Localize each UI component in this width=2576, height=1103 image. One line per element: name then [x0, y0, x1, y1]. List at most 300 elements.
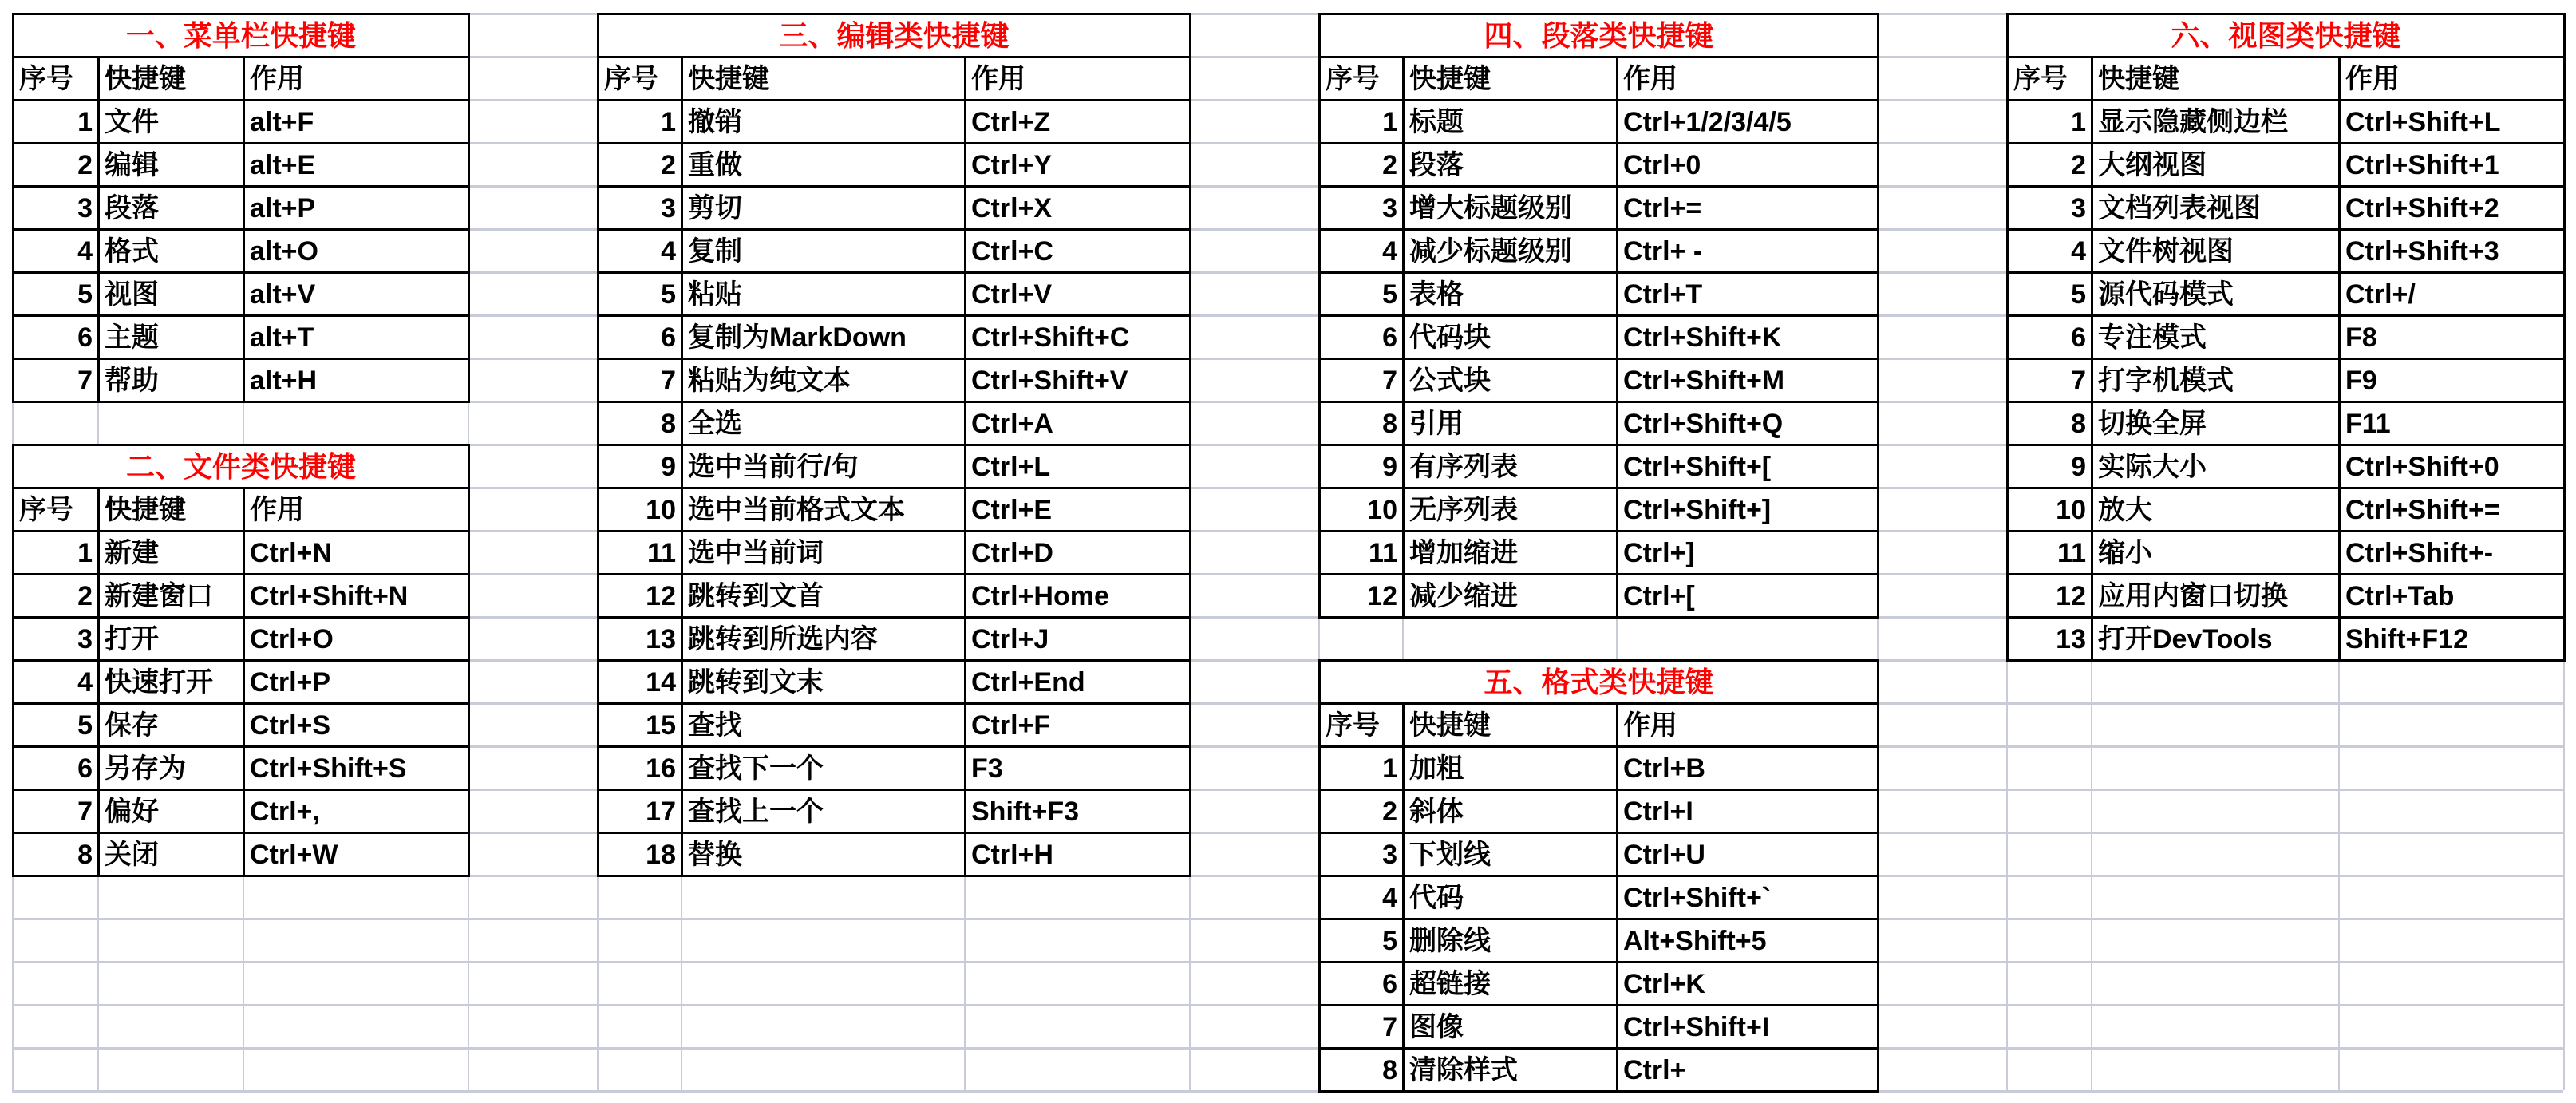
row-key[interactable]: Ctrl+V: [966, 273, 1191, 316]
title-row: [1320, 14, 1879, 57]
row-index[interactable]: 6: [2008, 316, 2092, 359]
row-name[interactable]: 减少缩进: [1404, 575, 1618, 618]
section-title: 三、编辑类快捷键: [599, 14, 1191, 57]
row-index[interactable]: 7: [599, 359, 682, 402]
row-key[interactable]: Ctrl+E: [966, 488, 1191, 532]
row-index[interactable]: 5: [1320, 919, 1404, 963]
row-index[interactable]: 9: [599, 445, 682, 488]
row-key[interactable]: Ctrl+Z: [966, 101, 1191, 144]
row-name[interactable]: 选中当前行/句: [682, 445, 966, 488]
row-key[interactable]: Ctrl+K: [1618, 963, 1879, 1006]
row-name[interactable]: 缩小: [2092, 532, 2340, 575]
row-index[interactable]: 2: [14, 575, 99, 618]
row-key[interactable]: Ctrl+J: [966, 618, 1191, 661]
shortcut-table: [12, 444, 470, 877]
row-index[interactable]: 1: [2008, 101, 2092, 144]
row-index[interactable]: 6: [14, 316, 99, 359]
row-index[interactable]: 4: [14, 661, 99, 704]
row-name[interactable]: 无序列表: [1404, 488, 1618, 532]
table-row: [2008, 144, 2565, 187]
row-index[interactable]: 8: [2008, 402, 2092, 445]
row-name[interactable]: 帮助: [99, 359, 244, 402]
table-row: [599, 445, 1191, 488]
row-name[interactable]: 粘贴为纯文本: [682, 359, 966, 402]
row-index[interactable]: 18: [599, 833, 682, 876]
row-name[interactable]: 复制为MarkDown: [682, 316, 966, 359]
table-row: [1320, 402, 1879, 445]
row-key[interactable]: Shift+F12: [2340, 618, 2565, 661]
row-name[interactable]: 下划线: [1404, 833, 1618, 876]
row-name[interactable]: 有序列表: [1404, 445, 1618, 488]
row-index[interactable]: 7: [14, 790, 99, 833]
row-index[interactable]: 8: [1320, 402, 1404, 445]
row-key[interactable]: Ctrl+Shift+3: [2340, 230, 2565, 273]
row-key[interactable]: Ctrl+Shift+V: [966, 359, 1191, 402]
row-key[interactable]: Ctrl+0: [1618, 144, 1879, 187]
table-row: [2008, 445, 2565, 488]
row-index[interactable]: 3: [599, 187, 682, 230]
row-key[interactable]: Ctrl+F: [966, 704, 1191, 747]
header-index: 序号: [1320, 57, 1404, 101]
row-index[interactable]: 3: [1320, 187, 1404, 230]
row-name[interactable]: 跳转到文末: [682, 661, 966, 704]
row-index[interactable]: 11: [599, 532, 682, 575]
row-name[interactable]: 加粗: [1404, 747, 1618, 790]
table-row: [14, 230, 469, 273]
row-index[interactable]: 4: [1320, 876, 1404, 919]
row-key[interactable]: F11: [2340, 402, 2565, 445]
table-row: [599, 618, 1191, 661]
row-index[interactable]: 8: [14, 833, 99, 876]
row-name[interactable]: 关闭: [99, 833, 244, 876]
row-index[interactable]: 4: [2008, 230, 2092, 273]
header-index: 序号: [2008, 57, 2092, 101]
table-row: [14, 359, 469, 402]
row-index[interactable]: 10: [599, 488, 682, 532]
shortcut-table: [1318, 13, 1879, 619]
row-name[interactable]: 减少标题级别: [1404, 230, 1618, 273]
header-shortcut: 快捷键: [99, 488, 244, 532]
row-key[interactable]: Ctrl+N: [244, 532, 469, 575]
row-index[interactable]: 14: [599, 661, 682, 704]
row-index[interactable]: 2: [14, 144, 99, 187]
table-row: [2008, 402, 2565, 445]
row-name[interactable]: 查找上一个: [682, 790, 966, 833]
table-row: [599, 316, 1191, 359]
row-name[interactable]: 主题: [99, 316, 244, 359]
row-key[interactable]: Ctrl+D: [966, 532, 1191, 575]
row-key[interactable]: Ctrl+Shift+Q: [1618, 402, 1879, 445]
gridline-horizontal: [12, 918, 2563, 920]
row-key[interactable]: Ctrl+Shift+`: [1618, 876, 1879, 919]
section-paragraph-shortcuts: [1318, 13, 1879, 619]
row-key[interactable]: alt+V: [244, 273, 469, 316]
row-key[interactable]: Ctrl+Shift+0: [2340, 445, 2565, 488]
row-key[interactable]: Ctrl+Shift+L: [2340, 101, 2565, 144]
row-index[interactable]: 1: [14, 101, 99, 144]
row-name[interactable]: 撤销: [682, 101, 966, 144]
table-row: [2008, 618, 2565, 661]
row-key[interactable]: Ctrl+O: [244, 618, 469, 661]
table-row: [2008, 532, 2565, 575]
table-row: [14, 704, 469, 747]
row-key[interactable]: Ctrl+Shift+=: [2340, 488, 2565, 532]
row-name[interactable]: 大纲视图: [2092, 144, 2340, 187]
table-row: [599, 144, 1191, 187]
header-row: [1320, 704, 1879, 747]
table-row: [1320, 144, 1879, 187]
table-row: [599, 402, 1191, 445]
row-key[interactable]: Ctrl+Shift+2: [2340, 187, 2565, 230]
table-row: [1320, 919, 1879, 963]
row-name[interactable]: 格式: [99, 230, 244, 273]
row-name[interactable]: 偏好: [99, 790, 244, 833]
row-key[interactable]: Ctrl+Y: [966, 144, 1191, 187]
row-key[interactable]: Ctrl+I: [1618, 790, 1879, 833]
shortcut-table: [1318, 659, 1879, 1093]
header-row: [14, 488, 469, 532]
table-row: [599, 488, 1191, 532]
header-shortcut: 快捷键: [1404, 57, 1618, 101]
row-name[interactable]: 放大: [2092, 488, 2340, 532]
row-key[interactable]: Shift+F3: [966, 790, 1191, 833]
row-index[interactable]: 1: [599, 101, 682, 144]
row-index[interactable]: 6: [599, 316, 682, 359]
header-shortcut: 快捷键: [2092, 57, 2340, 101]
table-row: [599, 790, 1191, 833]
row-name[interactable]: 表格: [1404, 273, 1618, 316]
table-row: [1320, 876, 1879, 919]
row-name[interactable]: 复制: [682, 230, 966, 273]
table-row: [599, 230, 1191, 273]
row-name[interactable]: 选中当前词: [682, 532, 966, 575]
table-row: [599, 575, 1191, 618]
table-row: [2008, 359, 2565, 402]
row-name[interactable]: 重做: [682, 144, 966, 187]
table-row: [1320, 273, 1879, 316]
row-name[interactable]: 清除样式: [1404, 1049, 1618, 1092]
header-index: 序号: [14, 488, 99, 532]
section-title: 四、段落类快捷键: [1320, 14, 1879, 57]
gridline-horizontal: [12, 1090, 2563, 1093]
table-row: [2008, 187, 2565, 230]
row-index[interactable]: 10: [1320, 488, 1404, 532]
row-key[interactable]: Ctrl+Shift+[: [1618, 445, 1879, 488]
row-name[interactable]: 专注模式: [2092, 316, 2340, 359]
table-row: [1320, 101, 1879, 144]
table-row: [599, 747, 1191, 790]
row-index[interactable]: 3: [14, 187, 99, 230]
table-row: [2008, 273, 2565, 316]
row-key[interactable]: Ctrl+[: [1618, 575, 1879, 618]
row-name[interactable]: 实际大小: [2092, 445, 2340, 488]
row-index[interactable]: 11: [2008, 532, 2092, 575]
row-index[interactable]: 1: [14, 532, 99, 575]
header-row: [14, 57, 469, 101]
row-key[interactable]: alt+F: [244, 101, 469, 144]
row-name[interactable]: 剪切: [682, 187, 966, 230]
gridline-horizontal: [12, 1047, 2563, 1050]
table-row: [599, 101, 1191, 144]
row-key[interactable]: Ctrl+H: [966, 833, 1191, 876]
row-index[interactable]: 12: [599, 575, 682, 618]
row-index[interactable]: 2: [1320, 144, 1404, 187]
row-index[interactable]: 10: [2008, 488, 2092, 532]
row-index[interactable]: 9: [2008, 445, 2092, 488]
row-name[interactable]: 编辑: [99, 144, 244, 187]
section-menu-shortcuts: [12, 13, 470, 403]
title-row: [14, 14, 469, 57]
table-row: [1320, 488, 1879, 532]
row-name[interactable]: 查找下一个: [682, 747, 966, 790]
row-index[interactable]: 3: [1320, 833, 1404, 876]
shortcut-table: [597, 13, 1191, 877]
row-name[interactable]: 新建窗口: [99, 575, 244, 618]
row-index[interactable]: 2: [2008, 144, 2092, 187]
section-format-shortcuts: [1318, 659, 1879, 1093]
row-name[interactable]: 增大标题级别: [1404, 187, 1618, 230]
table-row: [599, 532, 1191, 575]
row-name[interactable]: 删除线: [1404, 919, 1618, 963]
row-index[interactable]: 13: [2008, 618, 2092, 661]
header-action: 作用: [1618, 704, 1879, 747]
row-index[interactable]: 4: [14, 230, 99, 273]
title-row: [14, 445, 469, 488]
row-index[interactable]: 5: [2008, 273, 2092, 316]
header-action: 作用: [244, 57, 469, 101]
row-key[interactable]: Ctrl+: [1618, 1049, 1879, 1092]
row-name[interactable]: 快速打开: [99, 661, 244, 704]
row-index[interactable]: 2: [599, 144, 682, 187]
row-key[interactable]: Ctrl+Shift+N: [244, 575, 469, 618]
section-title: 二、文件类快捷键: [14, 445, 469, 488]
row-key[interactable]: Ctrl+C: [966, 230, 1191, 273]
row-name[interactable]: 新建: [99, 532, 244, 575]
row-name[interactable]: 替换: [682, 833, 966, 876]
table-row: [14, 790, 469, 833]
section-view-shortcuts: [2006, 13, 2566, 662]
row-index[interactable]: 12: [1320, 575, 1404, 618]
row-name[interactable]: 文件树视图: [2092, 230, 2340, 273]
row-index[interactable]: 5: [14, 273, 99, 316]
row-name[interactable]: 文档列表视图: [2092, 187, 2340, 230]
table-row: [14, 187, 469, 230]
row-key[interactable]: Ctrl+Home: [966, 575, 1191, 618]
row-index[interactable]: 2: [1320, 790, 1404, 833]
shortcut-table: [12, 13, 470, 403]
table-row: [1320, 963, 1879, 1006]
row-name[interactable]: 源代码模式: [2092, 273, 2340, 316]
row-index[interactable]: 9: [1320, 445, 1404, 488]
row-index[interactable]: 7: [14, 359, 99, 402]
title-row: [599, 14, 1191, 57]
row-name[interactable]: 公式块: [1404, 359, 1618, 402]
row-name[interactable]: 保存: [99, 704, 244, 747]
row-key[interactable]: Alt+Shift+5: [1618, 919, 1879, 963]
table-row: [599, 704, 1191, 747]
row-key[interactable]: Ctrl+,: [244, 790, 469, 833]
row-key[interactable]: Ctrl+U: [1618, 833, 1879, 876]
row-index[interactable]: 5: [599, 273, 682, 316]
row-key[interactable]: Ctrl+Shift+S: [244, 747, 469, 790]
gridline-horizontal: [12, 961, 2563, 963]
row-key[interactable]: alt+H: [244, 359, 469, 402]
row-index[interactable]: 6: [1320, 963, 1404, 1006]
row-name[interactable]: 图像: [1404, 1006, 1618, 1049]
row-name[interactable]: 打开: [99, 618, 244, 661]
row-index[interactable]: 11: [1320, 532, 1404, 575]
row-index[interactable]: 1: [1320, 747, 1404, 790]
row-name[interactable]: 文件: [99, 101, 244, 144]
row-name[interactable]: 代码: [1404, 876, 1618, 919]
shortcut-table: [2006, 13, 2566, 662]
table-row: [2008, 101, 2565, 144]
header-action: 作用: [244, 488, 469, 532]
table-row: [1320, 1049, 1879, 1092]
row-key[interactable]: Ctrl+Tab: [2340, 575, 2565, 618]
row-index[interactable]: 13: [599, 618, 682, 661]
row-key[interactable]: Ctrl+End: [966, 661, 1191, 704]
row-key[interactable]: Ctrl+Shift+K: [1618, 316, 1879, 359]
row-index[interactable]: 15: [599, 704, 682, 747]
row-key[interactable]: Ctrl+L: [966, 445, 1191, 488]
table-row: [14, 101, 469, 144]
row-key[interactable]: Ctrl+X: [966, 187, 1191, 230]
table-row: [1320, 187, 1879, 230]
row-index[interactable]: 6: [1320, 316, 1404, 359]
row-key[interactable]: Ctrl+Shift+M: [1618, 359, 1879, 402]
row-name[interactable]: 段落: [1404, 144, 1618, 187]
table-row: [1320, 790, 1879, 833]
row-index[interactable]: 7: [1320, 1006, 1404, 1049]
row-index[interactable]: 4: [599, 230, 682, 273]
table-row: [2008, 230, 2565, 273]
row-index[interactable]: 17: [599, 790, 682, 833]
row-key[interactable]: alt+T: [244, 316, 469, 359]
row-key[interactable]: Ctrl+Shift+C: [966, 316, 1191, 359]
row-name[interactable]: 引用: [1404, 402, 1618, 445]
header-row: [2008, 57, 2565, 101]
header-row: [1320, 57, 1879, 101]
row-key[interactable]: Ctrl+T: [1618, 273, 1879, 316]
row-key[interactable]: Ctrl+Shift+1: [2340, 144, 2565, 187]
row-key[interactable]: F3: [966, 747, 1191, 790]
row-key[interactable]: Ctrl+Shift+]: [1618, 488, 1879, 532]
row-name[interactable]: 切换全屏: [2092, 402, 2340, 445]
header-action: 作用: [2340, 57, 2565, 101]
row-key[interactable]: alt+O: [244, 230, 469, 273]
row-name[interactable]: 增加缩进: [1404, 532, 1618, 575]
row-name[interactable]: 粘贴: [682, 273, 966, 316]
row-name[interactable]: 打开DevTools: [2092, 618, 2340, 661]
row-index[interactable]: 5: [1320, 273, 1404, 316]
row-name[interactable]: 另存为: [99, 747, 244, 790]
table-row: [2008, 316, 2565, 359]
row-key[interactable]: Ctrl+Shift+I: [1618, 1006, 1879, 1049]
row-key[interactable]: Ctrl+=: [1618, 187, 1879, 230]
row-name[interactable]: 全选: [682, 402, 966, 445]
table-row: [1320, 1006, 1879, 1049]
header-shortcut: 快捷键: [1404, 704, 1618, 747]
row-key[interactable]: Ctrl+A: [966, 402, 1191, 445]
row-key[interactable]: Ctrl+/: [2340, 273, 2565, 316]
row-name[interactable]: 跳转到所选内容: [682, 618, 966, 661]
row-name[interactable]: 应用内窗口切换: [2092, 575, 2340, 618]
row-index[interactable]: 7: [2008, 359, 2092, 402]
row-key[interactable]: alt+E: [244, 144, 469, 187]
row-name[interactable]: 标题: [1404, 101, 1618, 144]
row-name[interactable]: 显示隐藏侧边栏: [2092, 101, 2340, 144]
row-key[interactable]: alt+P: [244, 187, 469, 230]
section-title: 五、格式类快捷键: [1320, 661, 1879, 704]
row-key[interactable]: Ctrl+S: [244, 704, 469, 747]
row-index[interactable]: 7: [1320, 359, 1404, 402]
row-index[interactable]: 6: [14, 747, 99, 790]
table-row: [1320, 316, 1879, 359]
header-shortcut: 快捷键: [682, 57, 966, 101]
row-index[interactable]: 8: [1320, 1049, 1404, 1092]
row-index[interactable]: 4: [1320, 230, 1404, 273]
table-row: [1320, 230, 1879, 273]
header-row: [599, 57, 1191, 101]
table-row: [14, 532, 469, 575]
table-row: [599, 359, 1191, 402]
header-action: 作用: [966, 57, 1191, 101]
row-key[interactable]: Ctrl+W: [244, 833, 469, 876]
row-name[interactable]: 代码块: [1404, 316, 1618, 359]
row-index[interactable]: 5: [14, 704, 99, 747]
row-name[interactable]: 段落: [99, 187, 244, 230]
table-row: [14, 316, 469, 359]
table-row: [599, 273, 1191, 316]
table-row: [14, 661, 469, 704]
row-key[interactable]: Ctrl+P: [244, 661, 469, 704]
row-index[interactable]: 16: [599, 747, 682, 790]
row-name[interactable]: 超链接: [1404, 963, 1618, 1006]
row-name[interactable]: 斜体: [1404, 790, 1618, 833]
row-index[interactable]: 8: [599, 402, 682, 445]
row-name[interactable]: 选中当前格式文本: [682, 488, 966, 532]
table-row: [599, 833, 1191, 876]
row-key[interactable]: Ctrl+Shift+-: [2340, 532, 2565, 575]
header-action: 作用: [1618, 57, 1879, 101]
row-key[interactable]: F9: [2340, 359, 2565, 402]
table-row: [1320, 445, 1879, 488]
row-key[interactable]: Ctrl+ -: [1618, 230, 1879, 273]
row-name[interactable]: 跳转到文首: [682, 575, 966, 618]
table-row: [14, 833, 469, 876]
row-index[interactable]: 12: [2008, 575, 2092, 618]
row-key[interactable]: Ctrl+B: [1618, 747, 1879, 790]
section-title: 一、菜单栏快捷键: [14, 14, 469, 57]
row-name[interactable]: 打字机模式: [2092, 359, 2340, 402]
row-key[interactable]: Ctrl+]: [1618, 532, 1879, 575]
table-row: [14, 575, 469, 618]
row-index[interactable]: 3: [14, 618, 99, 661]
section-file-shortcuts: [12, 444, 470, 877]
row-key[interactable]: Ctrl+1/2/3/4/5: [1618, 101, 1879, 144]
section-edit-shortcuts: [597, 13, 1191, 877]
row-index[interactable]: 1: [1320, 101, 1404, 144]
row-name[interactable]: 查找: [682, 704, 966, 747]
row-index[interactable]: 3: [2008, 187, 2092, 230]
header-shortcut: 快捷键: [99, 57, 244, 101]
title-row: [1320, 661, 1879, 704]
row-name[interactable]: 视图: [99, 273, 244, 316]
table-row: [14, 747, 469, 790]
table-row: [14, 273, 469, 316]
row-key[interactable]: F8: [2340, 316, 2565, 359]
